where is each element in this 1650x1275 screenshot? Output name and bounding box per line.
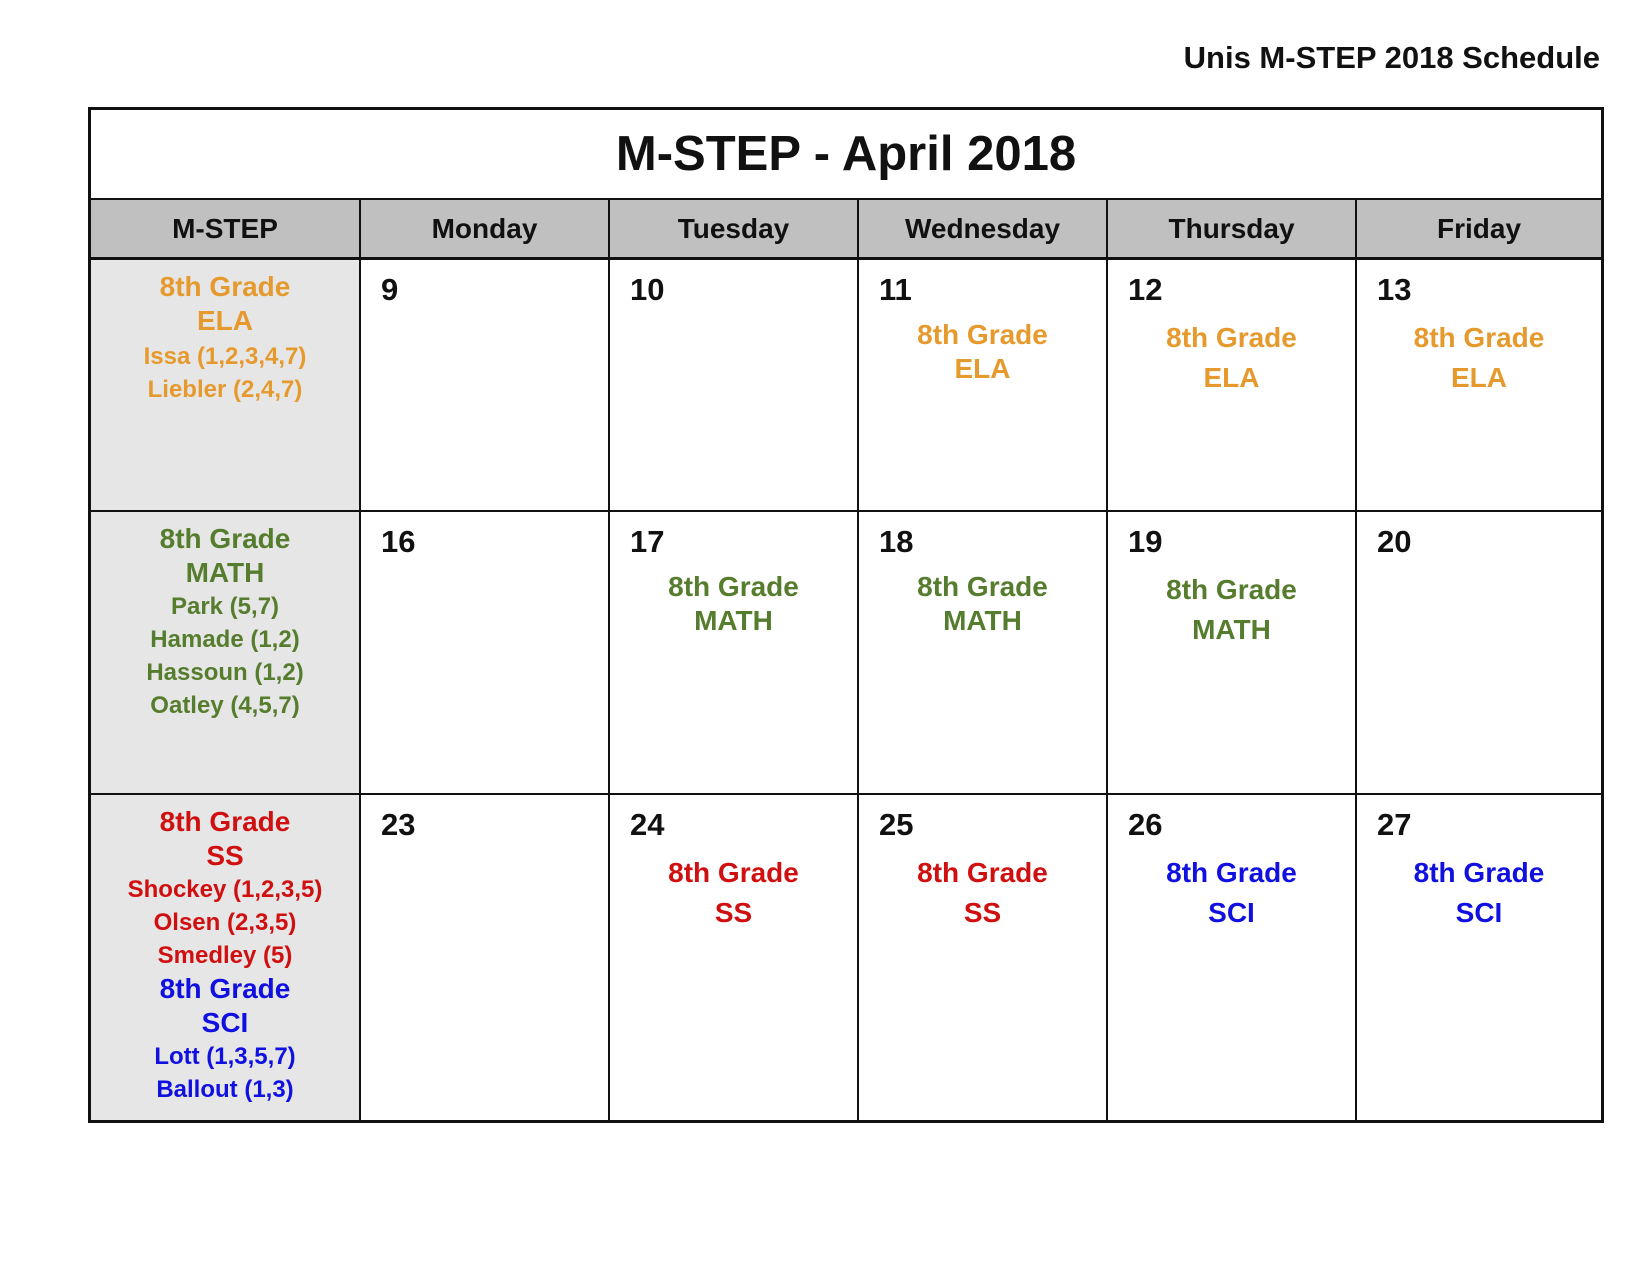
test-event — [610, 570, 857, 638]
test-event — [1108, 570, 1355, 650]
day-cell — [610, 512, 859, 795]
header-thursday: Thursday — [1108, 200, 1357, 260]
day-cell — [859, 260, 1108, 512]
event-subject: SCI — [1208, 897, 1255, 928]
day-number: 12 — [1128, 272, 1163, 307]
day-cell — [859, 512, 1108, 795]
header-wednesday: Wednesday — [859, 200, 1108, 260]
day-cell — [610, 260, 859, 512]
event-subject: SS — [714, 897, 753, 928]
event-grade: 8th Grade — [1413, 322, 1545, 353]
day-cell — [1357, 260, 1601, 512]
day-cell — [859, 795, 1108, 1120]
event-subject: SCI — [1455, 897, 1503, 928]
event-grade: 8th Grade — [917, 319, 1048, 350]
side-subject: MATH — [185, 557, 265, 588]
event-subject: ELA — [1203, 362, 1260, 393]
day-cell — [1357, 512, 1601, 795]
test-event — [610, 853, 857, 933]
day-number: 27 — [1377, 807, 1412, 842]
day-number: 18 — [879, 524, 914, 559]
teacher-entry: Park (5,7) — [170, 593, 280, 620]
document-title: Unis M-STEP 2018 Schedule — [1183, 40, 1600, 75]
test-event — [1108, 853, 1355, 933]
test-event — [1357, 853, 1601, 933]
day-number: 11 — [879, 272, 912, 307]
event-subject: MATH — [1192, 614, 1271, 645]
side-subject: ELA — [197, 305, 253, 336]
day-cell — [1108, 512, 1357, 795]
teacher-entry: Hamade (1,2) — [150, 626, 300, 653]
event-grade: 8th Grade — [917, 571, 1048, 602]
day-cell — [610, 795, 859, 1120]
event-subject: ELA — [1451, 362, 1507, 393]
header-tuesday: Tuesday — [610, 200, 859, 260]
teacher-entry: Oatley (4,5,7) — [150, 692, 300, 719]
event-grade: 8th Grade — [1166, 574, 1297, 605]
event-grade: 8th Grade — [668, 857, 799, 888]
teacher-entry: Shockey (1,2,3,5) — [127, 876, 323, 903]
event-subject: ELA — [954, 353, 1011, 384]
side-cell-ela — [91, 260, 361, 512]
day-number: 9 — [381, 272, 399, 307]
side-subject: SCI — [201, 1007, 249, 1038]
day-number: 17 — [630, 524, 665, 559]
event-grade: 8th Grade — [1413, 857, 1545, 888]
teacher-entry: Ballout (1,3) — [156, 1076, 294, 1103]
event-grade: 8th Grade — [668, 571, 799, 602]
event-subject: MATH — [943, 605, 1022, 636]
teacher-entry: Olsen (2,3,5) — [153, 909, 297, 936]
side-grade: 8th Grade — [159, 973, 291, 1004]
day-number: 25 — [879, 807, 914, 842]
teacher-entry: Hassoun (1,2) — [146, 659, 304, 686]
day-number: 13 — [1377, 272, 1412, 307]
day-number: 26 — [1128, 807, 1163, 842]
day-cell — [361, 512, 610, 795]
day-cell — [1108, 260, 1357, 512]
day-number: 23 — [381, 807, 416, 842]
side-grade: 8th Grade — [159, 271, 291, 302]
teacher-entry: Lott (1,3,5,7) — [154, 1043, 296, 1070]
side-grade: 8th Grade — [159, 523, 291, 554]
day-number: 24 — [630, 807, 665, 842]
teacher-entry: Smedley (5) — [157, 942, 293, 969]
event-subject: MATH — [694, 605, 773, 636]
day-number: 16 — [381, 524, 416, 559]
teacher-entry: Issa (1,2,3,4,7) — [143, 343, 307, 370]
side-subject: SS — [206, 840, 244, 871]
test-event — [859, 318, 1106, 386]
side-cell-ss-sci — [91, 795, 361, 1120]
test-event — [859, 570, 1106, 638]
header-friday: Friday — [1357, 200, 1601, 260]
event-grade: 8th Grade — [1166, 322, 1297, 353]
day-cell — [361, 795, 610, 1120]
teacher-entry: Liebler (2,4,7) — [147, 376, 303, 403]
event-subject: SS — [963, 897, 1002, 928]
calendar-table — [88, 107, 1604, 1123]
day-cell — [1108, 795, 1357, 1120]
day-number: 20 — [1377, 524, 1412, 559]
calendar-grid — [91, 200, 1601, 1120]
side-cell-math — [91, 512, 361, 795]
event-grade: 8th Grade — [917, 857, 1048, 888]
test-event — [1108, 318, 1355, 398]
calendar-title: M-STEP - April 2018 — [91, 110, 1601, 200]
day-number: 19 — [1128, 524, 1163, 559]
event-grade: 8th Grade — [1166, 857, 1297, 888]
header-monday: Monday — [361, 200, 610, 260]
test-event — [859, 853, 1106, 933]
day-cell — [361, 260, 610, 512]
day-number: 10 — [630, 272, 665, 307]
side-grade: 8th Grade — [159, 806, 291, 837]
test-event — [1357, 318, 1601, 398]
day-cell — [1357, 795, 1601, 1120]
header-mstep: M-STEP — [91, 200, 361, 260]
